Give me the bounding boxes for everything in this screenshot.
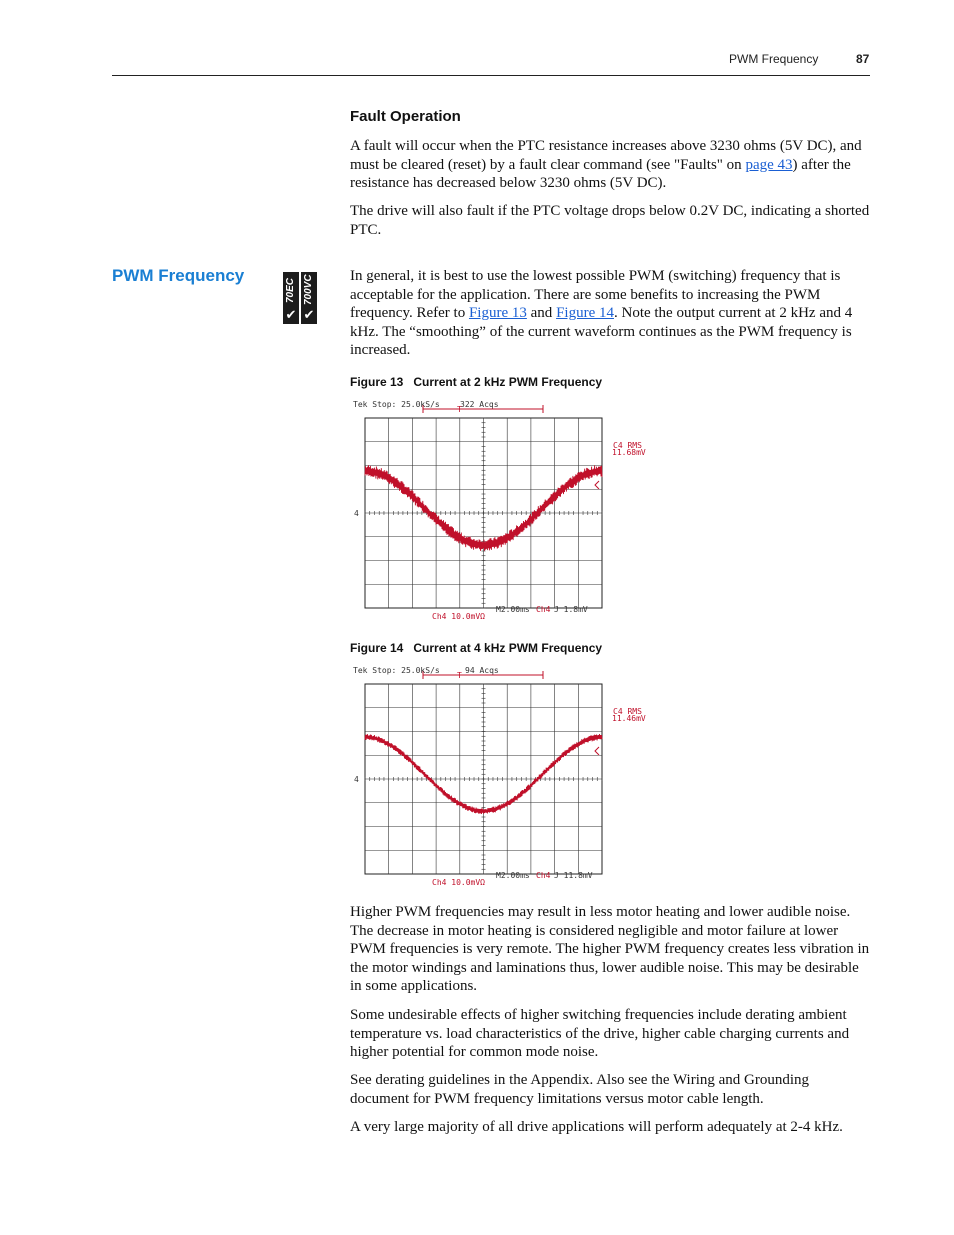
scope-1-trigger-mark: T <box>457 405 462 414</box>
badge-70ec-label: 70EC <box>285 277 296 303</box>
figure-13-number: Figure 13 <box>350 375 404 389</box>
scope-1-trigger-level: J 1.8mV <box>554 605 588 614</box>
scope-2-trigger-level-icon <box>595 747 599 755</box>
scope-2-scale: Ch4 10.0mVΩ <box>432 878 485 887</box>
pwm-paragraph-derating: See derating guidelines in the Appendix. Also see the Wiring and Grounding document for PWM frequency limitations versus motor cable length. <box>350 1072 810 1107</box>
page-43-link[interactable]: page 43 <box>745 156 793 173</box>
figure-13-caption <box>350 375 602 389</box>
fault-p1-text-b: ) after the resistance has decreased below 3230 ohms (5V DC). <box>350 156 851 192</box>
intro-text-c: . Note the output current at 2 kHz and 4 kHz. The “smoothing” of the current waveform continues as the PWM frequency is increased. <box>350 305 853 359</box>
scope-2-trigger-channel: Ch4 <box>536 871 551 880</box>
figure-13-title: Current at 2 kHz PWM Frequency <box>413 375 603 389</box>
page-number: 87 <box>856 52 870 66</box>
intro-text-a: In general, it is best to use the lowest possible PWM (switching) frequency that is acceptable for the application. There are some benefits to increasing the PWM frequency. Refer to <box>350 268 841 322</box>
scope-1-svg <box>350 398 650 618</box>
figure-13-oscilloscope <box>350 398 650 621</box>
scope-1-acqs: 322 Acqs <box>460 400 499 409</box>
scope-1-timebase: M2.00ms <box>496 605 530 614</box>
scope-2-acqs: 94 Acqs <box>465 666 499 675</box>
pwm-paragraph-effects: Some undesirable effects of higher switching frequencies include derating ambient temperature vs. load characteristics of the drive, higher cable charging currents and higher potential for common mode noise. <box>350 1007 850 1061</box>
header-rule <box>112 75 870 76</box>
badge-700vc-label: 700VC <box>303 274 314 306</box>
check-icon: ✔ <box>285 308 297 323</box>
scope-1-trigger-level-icon <box>595 481 599 489</box>
figure-14-link[interactable]: Figure 14 <box>556 305 614 322</box>
figure-14-caption <box>350 641 602 655</box>
scope-2-trigger-mark: T <box>457 671 462 680</box>
scope-1-meas-value: 11.68mV <box>612 448 646 457</box>
scope-2-grid <box>365 684 602 874</box>
scope-1-channel-marker: 4 <box>354 509 359 518</box>
badge-700vc <box>301 272 317 324</box>
scope-1-meas-label: C4 RMS <box>613 441 642 450</box>
scope-2-trigger-level: J 11.8mV <box>554 871 593 880</box>
fault-p1-text-a: A fault will occur when the PTC resistance increases above 3230 ohms (5V DC), and must be cleared (reset) by a fault clear command (see "Faults" on <box>350 138 862 173</box>
scope-2-meas-value: 11.46mV <box>612 714 646 723</box>
figure-14-title: Current at 4 kHz PWM Frequency <box>413 641 603 655</box>
pwm-paragraph-majority: A very large majority of all drive applications will perform adequately at 2-4 kHz. <box>350 1119 843 1135</box>
scope-2-meas-label: C4 RMS <box>613 707 642 716</box>
fault-paragraph-1 <box>350 137 870 193</box>
pwm-frequency-heading: PWM Frequency <box>112 266 245 285</box>
scope-1-trigger-channel: Ch4 <box>536 605 551 614</box>
figure-13-link[interactable]: Figure 13 <box>468 305 527 322</box>
figure-14-oscilloscope <box>350 664 650 887</box>
badge-70ec <box>283 272 299 324</box>
scope-1-grid <box>365 418 602 608</box>
scope-2-timebase: M2.00ms <box>496 871 530 880</box>
figure-14-number: Figure 14 <box>350 641 404 655</box>
scope-1-scale: Ch4 10.0mVΩ <box>432 612 485 621</box>
check-icon: ✔ <box>303 308 315 323</box>
scope-2-svg <box>350 664 650 884</box>
pwm-paragraph-noise: Higher PWM frequencies may result in less motor heating and lower audible noise. The decrease in motor heating is considered negligible and motor failure at lower PWM frequencies is very remote. The higher PWM frequency creates less vibration in the motor windings and laminations thus, lower audible noise. This may be desirable in some applications. <box>350 904 870 995</box>
intro-text-b: and <box>526 305 557 322</box>
fault-operation-heading: Fault Operation <box>350 108 461 125</box>
scope-2-status: Tek Stop: 25.0kS/s <box>353 666 440 675</box>
running-header-title: PWM Frequency <box>729 52 819 66</box>
fault-paragraph-2: The drive will also fault if the PTC voltage drops below 0.2V DC, indicating a shorted PTC. <box>350 203 870 238</box>
pwm-intro-paragraph <box>350 267 870 360</box>
scope-1-status: Tek Stop: 25.0kS/s <box>353 400 440 409</box>
scope-2-channel-marker: 4 <box>354 775 359 784</box>
